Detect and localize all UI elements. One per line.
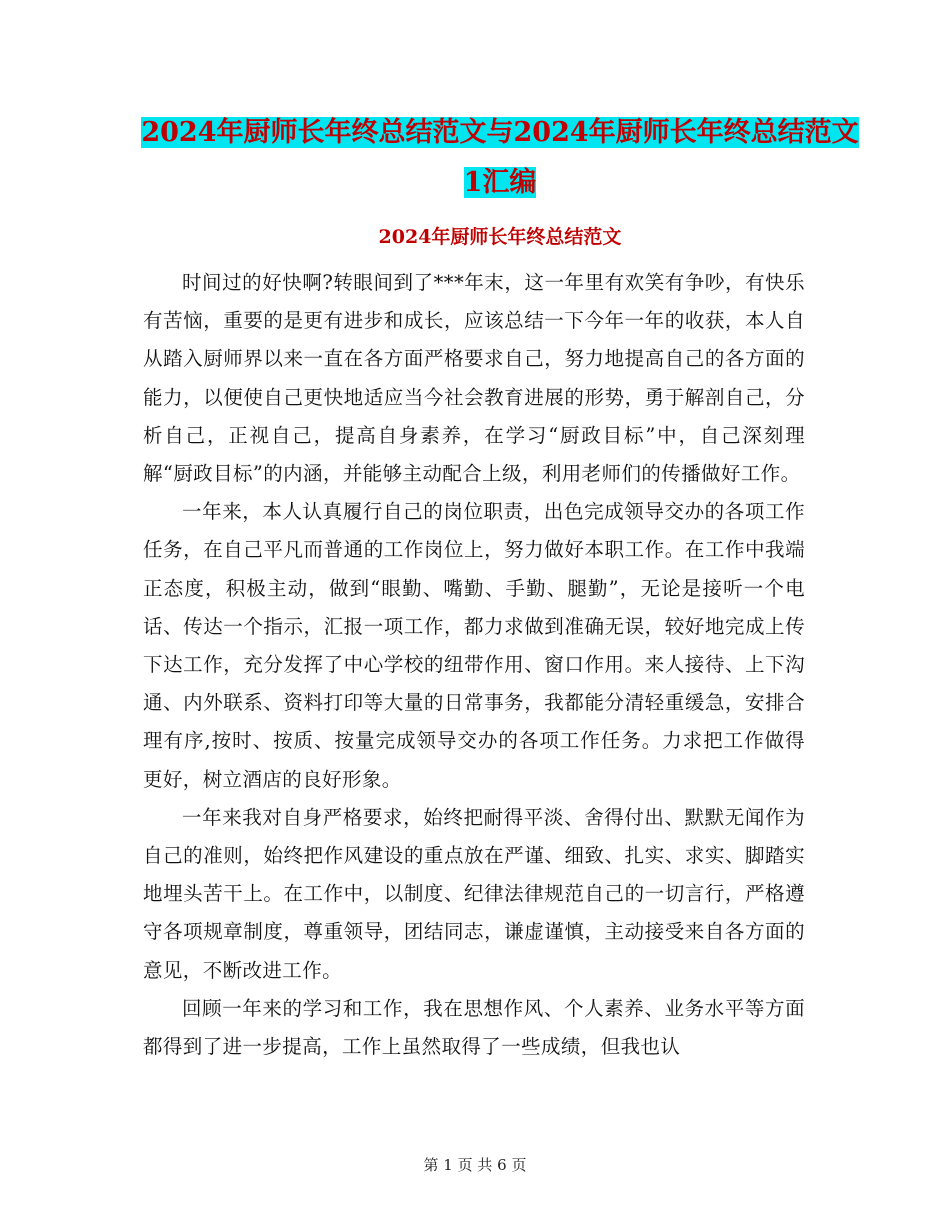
paragraph: 时间过的好快啊?转眼间到了***年末，这一年里有欢笑有争吵，有快乐有苦恼，重要的是更有进步和成长，应该总结一下今年一年的收获，本人自从踏入厨师界以来一直在各方面严格要求自己，努力地提高自己的各方面的能力，以便使自己更快地适应当今社会教育进展的形势，勇于解剖自己，分析自己，正视自己，提高自身素养，在学习“厨政目标”中，自己深刻理解“厨政目标”的内涵，并能够主动配合上级，利用老师们的传播做好工作。 bbox=[143, 271, 805, 486]
paragraph: 一年来，本人认真履行自己的岗位职责，出色完成领导交办的各项工作任务，在自己平凡而普通的工作岗位上，努力做好本职工作。在工作中我端正态度，积极主动，做到“眼勤、嘴勤、手勤、腿勤”，无论是接听一个电话、传达一个指示，汇报一项工作，都力求做到准确无误，较好地完成上传下达工作，充分发挥了中心学校的纽带作用、窗口作用。来人接待、上下沟通、内外联系、资料打印等大量的日常事务，我都能分清轻重缓急，安排合理有序,按时、按质、按量完成领导交办的各项工作任务。力求把工作做得更好，树立酒店的良好形象。 bbox=[143, 500, 805, 791]
document-title bbox=[140, 108, 860, 208]
paragraph: 一年来我对自身严格要求，始终把耐得平淡、舍得付出、默默无闻作为自己的准则，始终把作风建设的重点放在严谨、细致、扎实、求实、脚踏实地埋头苦干上。在工作中，以制度、纪律法律规范自己的一切言行，严格遵守各项规章制度，尊重领导，团结同志，谦虚谨慎，主动接受来自各方面的意见，不断改进工作。 bbox=[143, 805, 805, 982]
section-title: 2024年厨师长年终总结范文 bbox=[378, 226, 622, 248]
paragraph: 回顾一年来的学习和工作，我在思想作风、个人素养、业务水平等方面都得到了进一步提高，工作上虽然取得了一些成绩，但我也认 bbox=[143, 996, 805, 1059]
document-body bbox=[143, 264, 805, 1066]
page-footer: 第 1 页 共 6 页 bbox=[423, 1156, 527, 1174]
title-highlight: 2024年厨师长年终总结范文与2024年厨师长年终总结范文1汇编 bbox=[141, 117, 859, 198]
